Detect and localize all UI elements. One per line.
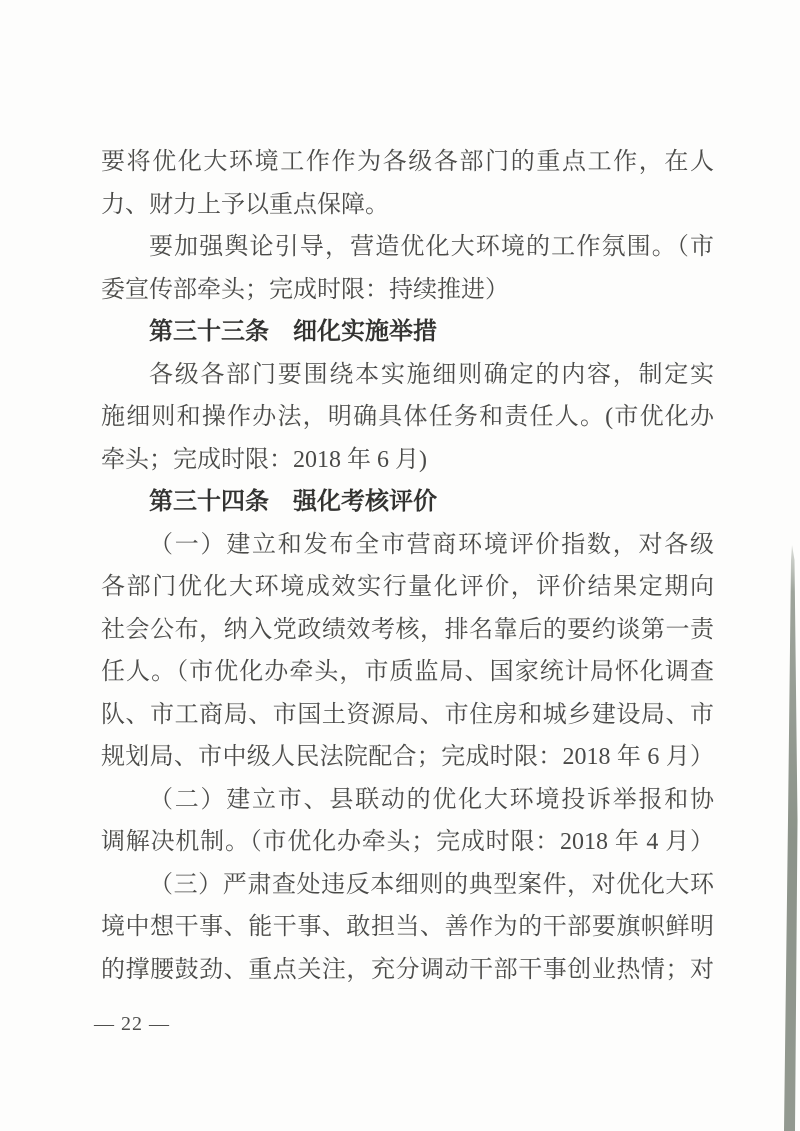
text-line: 队、市工商局、市国土资源局、市住房和城乡建设局、市	[101, 701, 714, 728]
text-line: 各部门优化大环境成效实行量化评价，评价结果定期向	[101, 574, 714, 600]
text-line: 要将优化大环境工作作为各级各部门的重点工作，在人	[101, 149, 714, 175]
text-line: 规划局、市中级人民法院配合；完成时限：2018 年 6 月）	[101, 744, 714, 770]
text-line: （三）严肃查处违反本细则的典型案件，对优化大环	[149, 871, 714, 898]
text-line: 委宣传部牵头；完成时限：持续推进）	[101, 276, 509, 303]
text-line: （一）建立和发布全市营商环境评价指数，对各级	[149, 531, 714, 558]
text-line: 的撑腰鼓劲、重点关注，充分调动干部干事创业热情；对	[101, 956, 714, 983]
text-line: 社会公布，纳入党政绩效考核，排名靠后的要约谈第一责	[101, 616, 714, 643]
text-line: 牵头；完成时限：2018 年 6 月)	[101, 446, 427, 473]
document-text	[101, 141, 714, 991]
text-line: （二）建立市、县联动的优化大环境投诉举报和协	[149, 786, 714, 813]
text-line: 力、财力上予以重点保障。	[101, 191, 389, 218]
article-heading-34: 第三十四条 强化考核评价	[149, 488, 437, 515]
text-line: 各级各部门要围绕本实施细则确定的内容，制定实	[149, 361, 714, 388]
text-line: 要加强舆论引导，营造优化大环境的工作氛围。（市	[149, 234, 714, 260]
text-line: 境中想干事、能干事、敢担当、善作为的干部要旗帜鲜明	[101, 914, 714, 940]
page-number: — 22 —	[94, 1013, 170, 1035]
text-line: 施细则和操作办法，明确具体任务和责任人。(市优化办	[101, 404, 714, 430]
text-line: 调解决机制。（市优化办牵头；完成时限：2018 年 4 月）	[101, 829, 714, 855]
text-line: 任人。（市优化办牵头，市质监局、国家统计局怀化调查	[101, 659, 714, 685]
article-heading-33: 第三十三条 细化实施举措	[149, 318, 437, 345]
